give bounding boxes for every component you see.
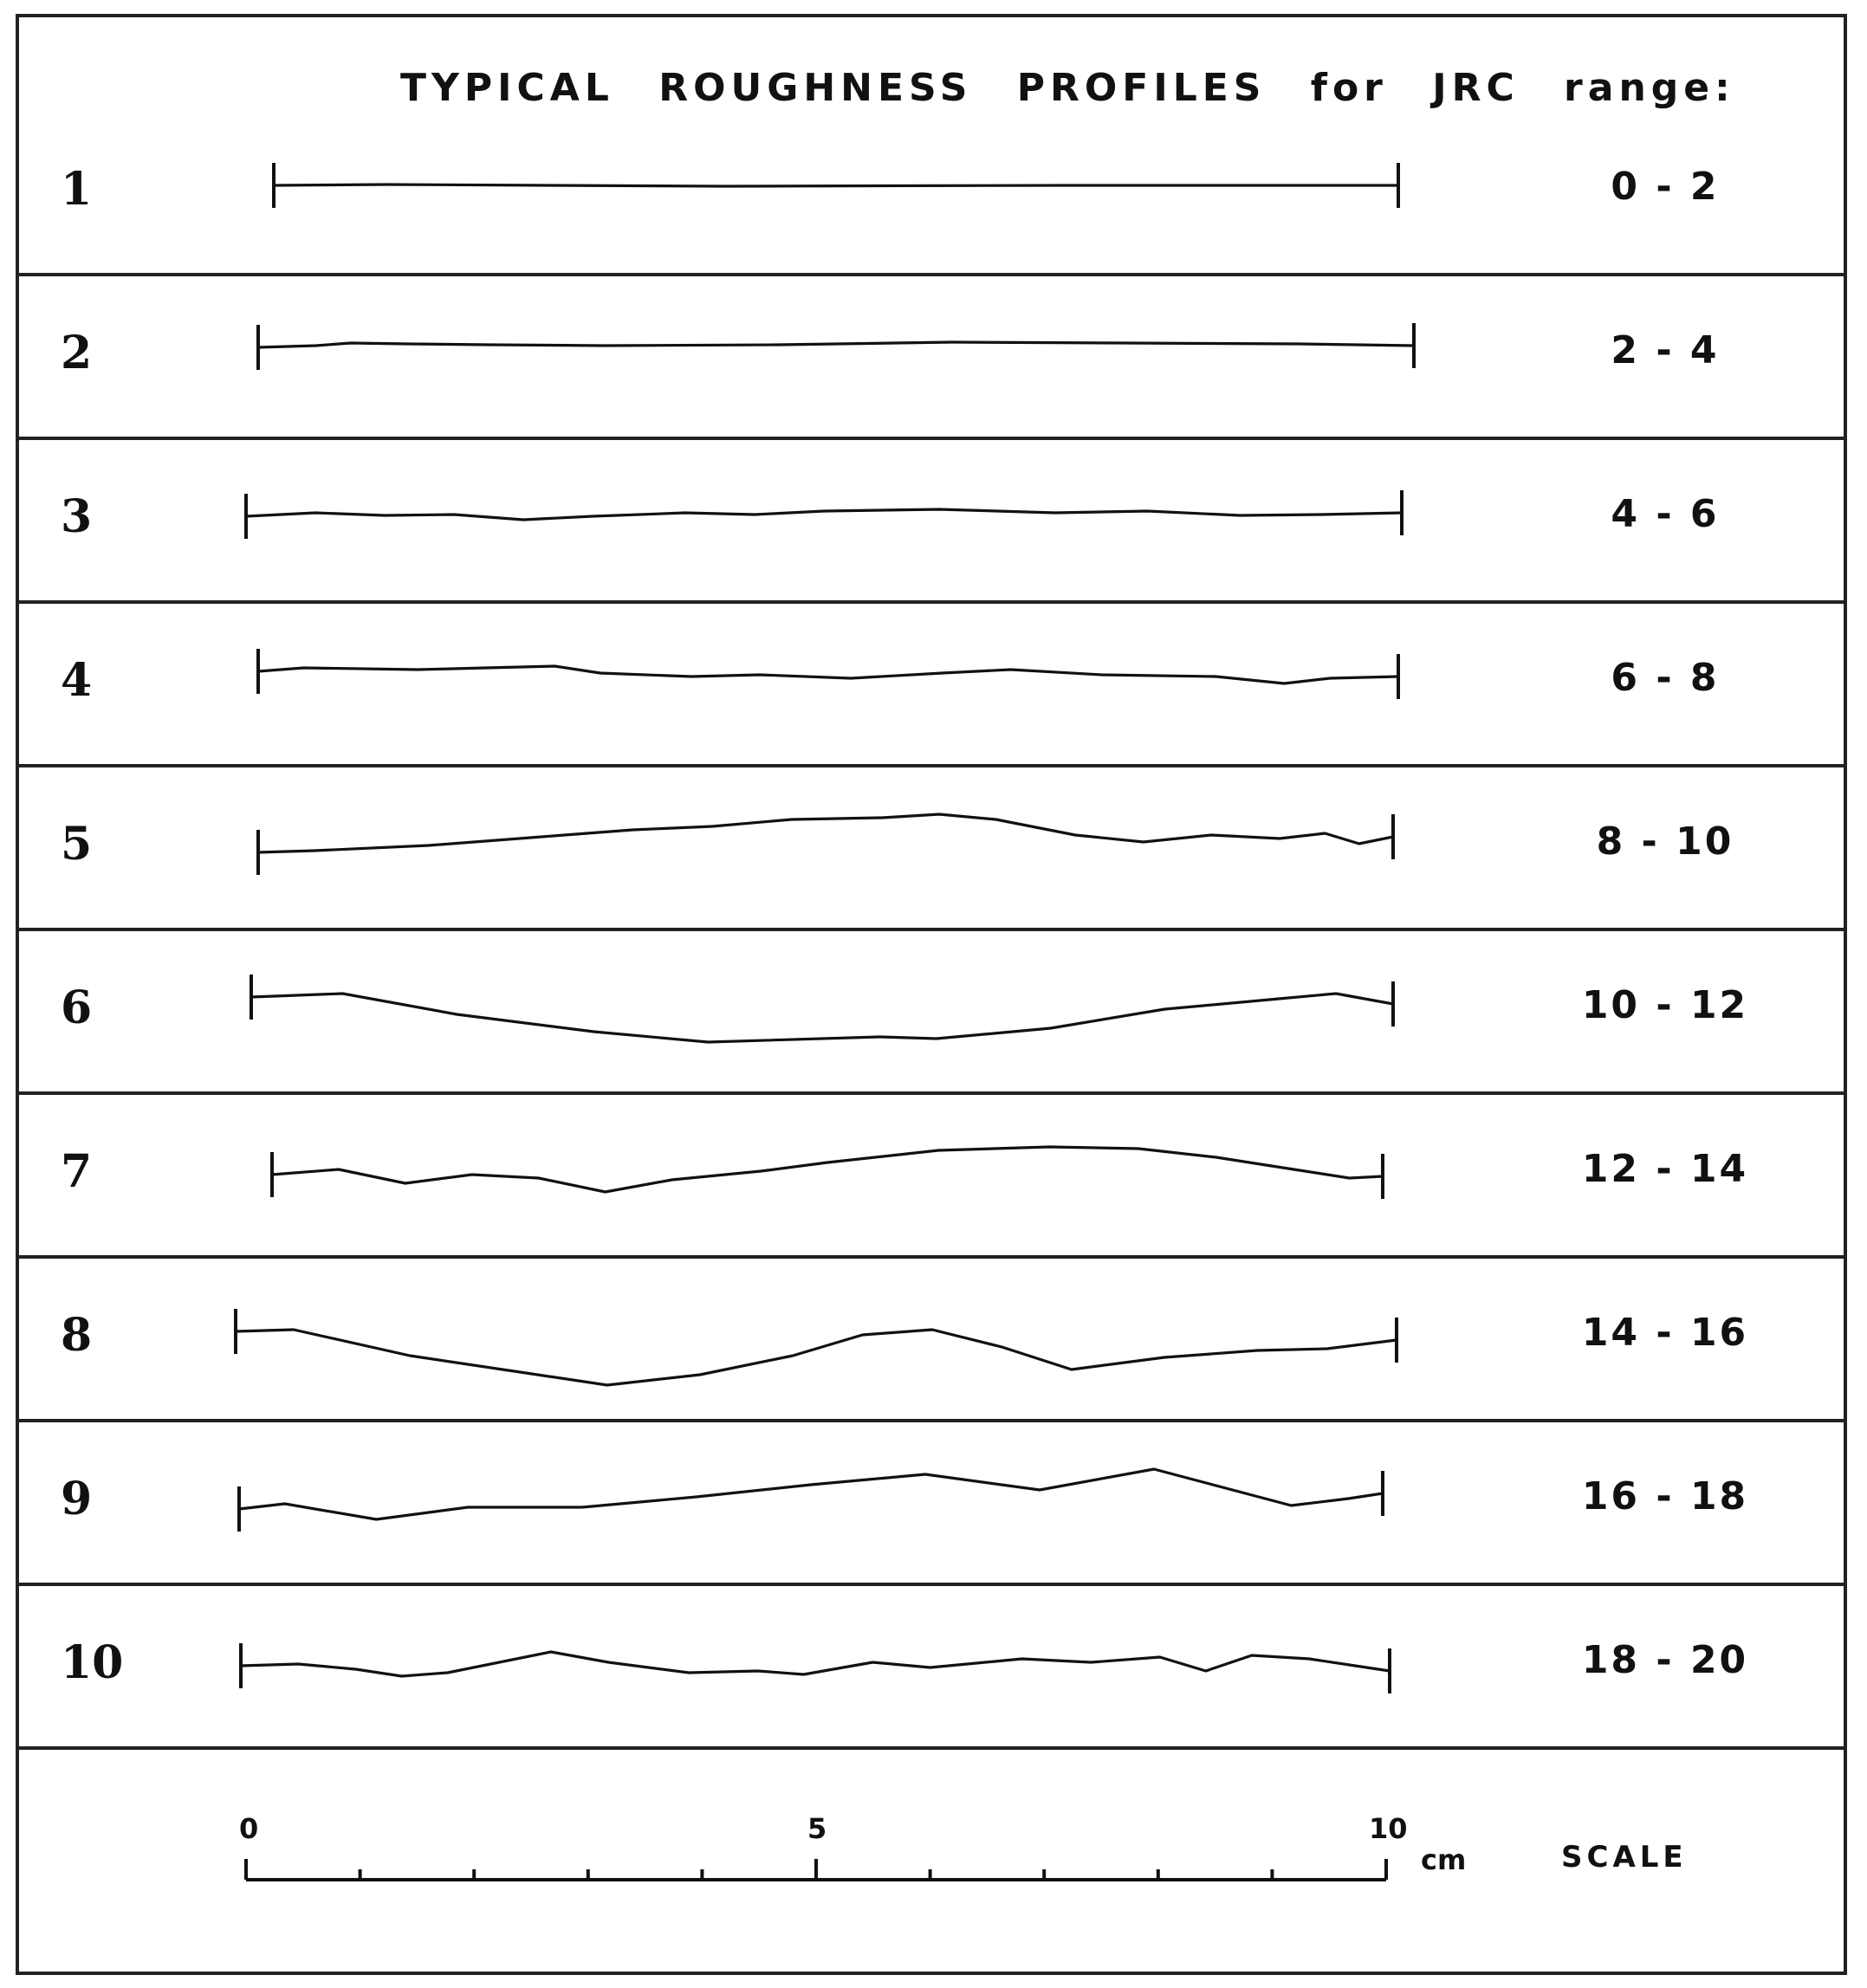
scale-word: SCALE [1561,1840,1688,1875]
profile-number: 1 [61,163,93,216]
jrc-range-label: 18 - 20 [1581,1638,1749,1682]
scale-end-label: 10 [1369,1812,1408,1845]
profile-number: 7 [61,1145,93,1198]
figure-title: TYPICAL ROUGHNESS PROFILES for JRC range: [400,66,1735,110]
scale-mid-label: 5 [807,1812,827,1845]
profile-number: 8 [61,1309,93,1362]
profile-row [19,1259,1844,1422]
profile-line [274,185,1398,186]
jrc-range-label: 10 - 12 [1581,983,1749,1027]
profile-line [251,994,1393,1042]
profile-row [19,440,1844,604]
profile-row [19,276,1844,440]
profile-number: 5 [61,818,93,871]
profile-line [272,1147,1383,1192]
profile-row [19,1586,1844,1750]
profile-line [258,814,1393,852]
jrc-range-label: 8 - 10 [1596,819,1734,864]
profile-number: 3 [61,490,93,543]
jrc-range-label: 0 - 2 [1611,165,1720,209]
profile-row [19,931,1844,1095]
profile-row [19,1422,1844,1586]
profile-number: 6 [61,981,93,1034]
jrc-range-label: 16 - 18 [1581,1474,1749,1519]
figure-frame [16,14,1847,1975]
jrc-range-label: 12 - 14 [1581,1147,1749,1191]
profile-line [241,1652,1390,1676]
profile-row [19,1095,1844,1259]
profile-number: 10 [61,1636,124,1689]
jrc-range-label: 4 - 6 [1611,492,1720,536]
profile-row [19,113,1844,276]
profile-line [258,342,1414,347]
profile-number: 9 [61,1473,93,1525]
scale-bar [19,1767,1844,1940]
profile-line [236,1330,1397,1385]
profile-row [19,767,1844,931]
jrc-range-label: 14 - 16 [1581,1311,1749,1355]
profile-line [239,1469,1383,1519]
jrc-range-label: 6 - 8 [1611,656,1720,700]
profile-number: 4 [61,654,93,707]
profile-number: 2 [61,327,93,379]
profile-line [258,666,1398,683]
jrc-range-label: 2 - 4 [1611,328,1720,372]
profile-row [19,604,1844,767]
scale-unit-label: cm [1421,1843,1467,1876]
profile-line [246,509,1402,520]
scale-start-label: 0 [239,1812,259,1845]
